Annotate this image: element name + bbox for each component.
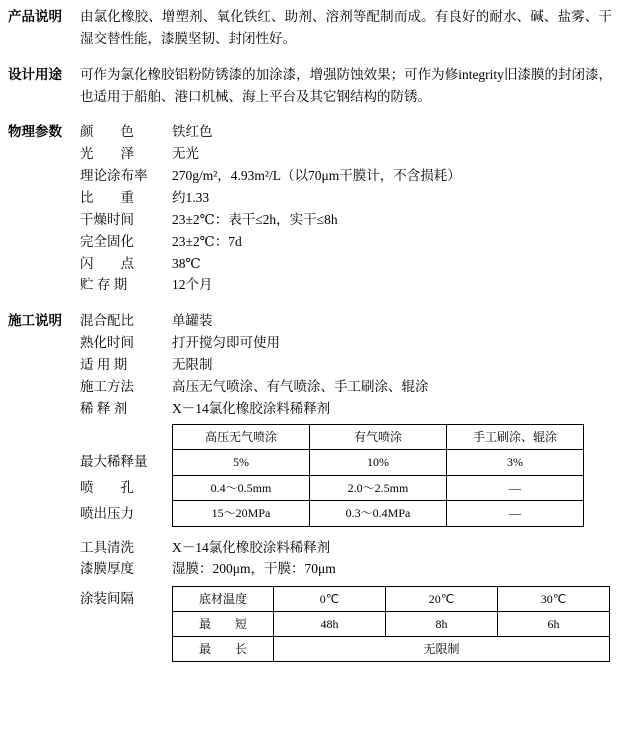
interval-table-block	[80, 586, 620, 662]
param-value: 约1.33	[172, 190, 210, 206]
param-key: 漆膜厚度	[80, 561, 134, 577]
physical-params-list	[80, 121, 620, 296]
interval-table	[172, 586, 610, 662]
column-header: 0℃	[274, 587, 386, 612]
param-key: 工具清洗	[80, 539, 134, 555]
section-label-application: 施工说明	[8, 313, 62, 329]
table-cell: 0.4～0.5mm	[173, 475, 310, 501]
param-key: 施工方法	[80, 378, 134, 394]
table-row	[173, 637, 610, 662]
param-key: 光 泽	[80, 146, 134, 162]
list-item	[80, 398, 620, 420]
param-value: 打开搅匀即可使用	[172, 335, 280, 351]
table-cell: 10%	[310, 450, 447, 476]
table-row	[173, 612, 610, 637]
param-value: 单罐装	[172, 313, 213, 329]
param-key: 颜 色	[80, 124, 134, 140]
list-item	[80, 165, 620, 187]
param-key: 理论涂布率	[80, 168, 148, 184]
param-value: 无限制	[172, 357, 213, 373]
list-item	[80, 121, 620, 143]
table-cell: —	[447, 501, 584, 527]
product-description-text: 由氯化橡胶、增塑剂、氧化铁红、助剂、溶剂等配制而成。有良好的耐水、碱、盐雾、干湿交替性能，漆膜坚韧、封闭性好。	[80, 9, 612, 46]
list-item	[80, 143, 620, 165]
list-item	[80, 537, 620, 559]
param-key: 闪 点	[80, 255, 134, 271]
list-item	[80, 253, 620, 275]
column-header: 高压无气喷涂	[173, 424, 310, 450]
param-value: X－14氯化橡胶涂料稀释剂	[172, 539, 331, 555]
dilution-row-label: 喷 孔	[80, 479, 134, 495]
interval-row-label-col	[80, 586, 172, 662]
list-item	[80, 376, 620, 398]
list-item	[80, 274, 620, 296]
table-row	[173, 450, 584, 476]
dilution-table-block	[80, 424, 620, 527]
section-product-description	[8, 6, 620, 50]
param-value: 23±2℃：7d	[172, 233, 242, 249]
column-header: 有气喷涂	[310, 424, 447, 450]
design-use-text: 可作为氯化橡胶铝粉防锈漆的加涂漆，增强防蚀效果；可作为修integrity旧漆膜的封闭漆，也适用于船舶、港口机械、海上平台及其它钢结构的防锈。	[80, 66, 612, 104]
param-key: 干燥时间	[80, 211, 134, 227]
section-label-design-use: 设计用途	[8, 66, 62, 82]
table-cell: 48h	[274, 612, 386, 637]
section-label-physical-params: 物理参数	[8, 124, 62, 140]
dilution-row-labels	[80, 424, 172, 527]
table-cell: 无限制	[274, 637, 610, 662]
param-key: 混合配比	[80, 313, 134, 329]
table-cell: 2.0～2.5mm	[310, 475, 447, 501]
section-label-product-description: 产品说明	[8, 9, 62, 24]
list-item	[80, 209, 620, 231]
param-key: 熟化时间	[80, 335, 134, 351]
column-header: 20℃	[386, 587, 498, 612]
table-row	[173, 475, 584, 501]
param-value: 无光	[172, 146, 199, 162]
list-item	[80, 354, 620, 376]
table-row	[173, 501, 584, 527]
param-key: 完全固化	[80, 233, 134, 249]
param-value: 湿膜：200μm，干膜：70μm	[172, 561, 336, 577]
param-value: 23±2℃：表干≤2h，实干≤8h	[172, 211, 338, 227]
list-item	[80, 231, 620, 253]
column-header: 底材温度	[173, 587, 274, 612]
application-body	[80, 310, 620, 666]
param-value: 38℃	[172, 255, 201, 271]
dilution-row-label: 最大稀释量	[80, 453, 148, 469]
table-cell: 8h	[386, 612, 498, 637]
param-value: X－14氯化橡胶涂料稀释剂	[172, 400, 331, 416]
section-physical-params	[8, 121, 620, 296]
interval-section-label: 涂装间隔	[80, 591, 134, 607]
table-cell: 3%	[447, 450, 584, 476]
column-header: 手工刷涂、辊涂	[447, 424, 584, 450]
column-header: 30℃	[498, 587, 610, 612]
param-key: 适 用 期	[80, 357, 128, 373]
table-cell: 6h	[498, 612, 610, 637]
list-item	[80, 558, 620, 580]
param-value: 高压无气喷涂、有气喷涂、手工刷涂、辊涂	[172, 378, 429, 394]
table-cell: 15～20MPa	[173, 501, 310, 527]
section-design-use	[8, 64, 620, 108]
table-cell: 5%	[173, 450, 310, 476]
param-key: 贮 存 期	[80, 277, 128, 293]
spacer	[80, 424, 172, 449]
param-value: 12个月	[172, 277, 213, 293]
section-application	[8, 310, 620, 666]
list-item	[80, 310, 620, 332]
list-item	[80, 187, 620, 209]
row-header: 最 短	[173, 612, 274, 637]
table-row	[173, 587, 610, 612]
dilution-table	[172, 424, 584, 527]
param-key: 稀 释 剂	[80, 400, 128, 416]
list-item	[80, 332, 620, 354]
table-cell: —	[447, 475, 584, 501]
table-row	[173, 424, 584, 450]
param-key: 比 重	[80, 190, 134, 206]
param-value: 铁红色	[172, 124, 213, 140]
row-header: 最 长	[173, 637, 274, 662]
param-value: 270g/m²，4.93m²/L（以70μm干膜计，不含损耗）	[172, 168, 461, 184]
table-cell: 0.3～0.4MPa	[310, 501, 447, 527]
dilution-row-label: 喷出压力	[80, 505, 134, 521]
